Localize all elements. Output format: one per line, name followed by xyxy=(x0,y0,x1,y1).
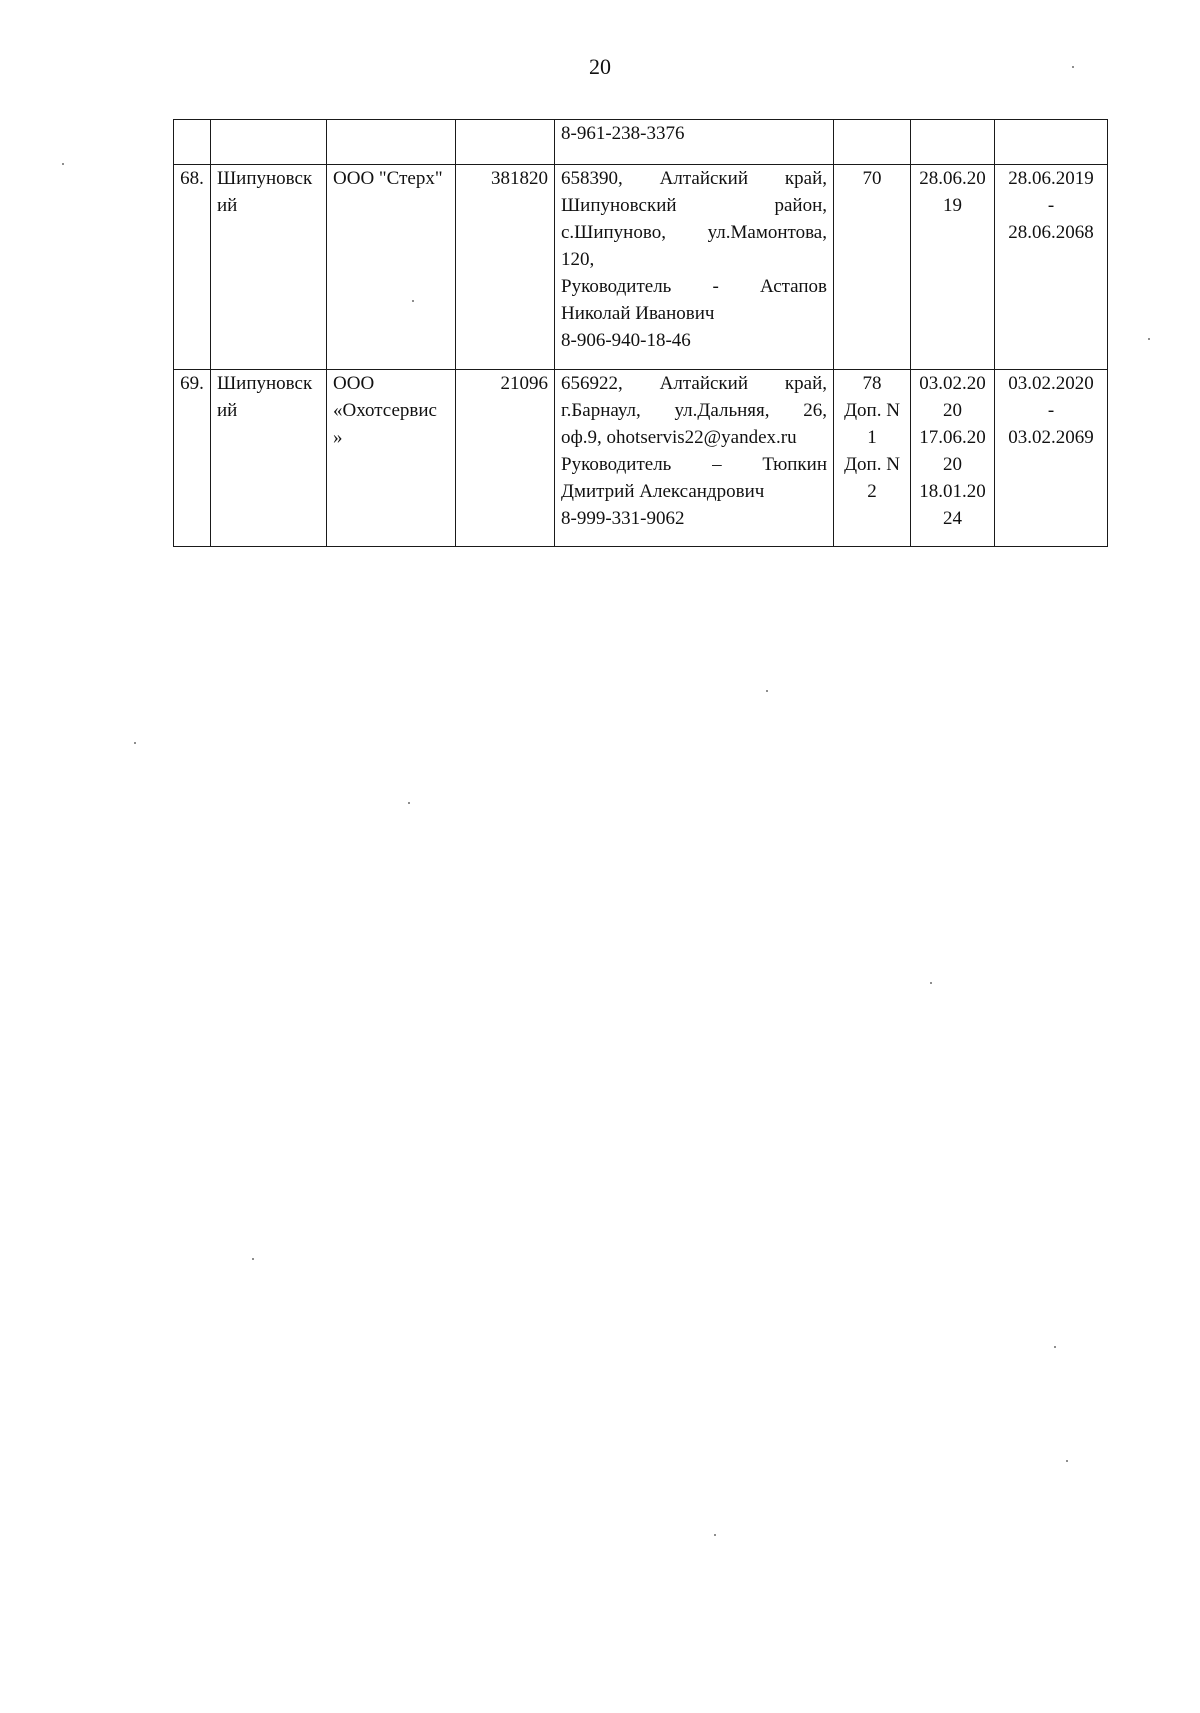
scan-speck xyxy=(766,690,768,692)
address-line: 8-906-940-18-46 xyxy=(561,330,691,351)
term-line: - xyxy=(1047,195,1055,216)
cell-organization xyxy=(327,370,456,547)
cell-agreement-date xyxy=(911,120,995,165)
cell-address xyxy=(555,370,834,547)
area-line: 78 xyxy=(862,373,882,394)
address-line: с.Шипуново, ул.Мамонтова, xyxy=(561,222,827,243)
date-line: 19 xyxy=(943,195,962,216)
date-line: 24 xyxy=(943,508,962,529)
date-line: 03.02.20 xyxy=(919,373,986,394)
address-line: 658390, Алтайский край, xyxy=(561,168,827,189)
area-line: 70 xyxy=(862,168,882,189)
address-line: Руководитель – Тюпкин xyxy=(561,454,827,475)
scan-speck xyxy=(1066,1460,1068,1462)
address-line: Шипуновский район, xyxy=(561,195,827,216)
address-line: 8-961-238-3376 xyxy=(561,123,685,144)
cell-agreement-date xyxy=(911,165,995,370)
term-line: 28.06.2068 xyxy=(1008,222,1094,243)
scan-speck xyxy=(412,300,414,302)
date-line: 28.06.20 xyxy=(919,168,986,189)
date-line: 17.06.20 xyxy=(919,427,986,448)
scan-speck xyxy=(1148,338,1150,340)
organization-line: ООО "Стерх" xyxy=(333,168,443,189)
cell-district xyxy=(211,370,327,547)
term-line: 28.06.2019 xyxy=(1008,168,1094,189)
district-line: ий xyxy=(217,400,238,421)
cell-organization xyxy=(327,120,456,165)
table-row xyxy=(174,165,1108,370)
address-line: 656922, Алтайский край, xyxy=(561,373,827,394)
cell-ogrn: 21096 xyxy=(456,370,555,547)
cell-num xyxy=(174,120,211,165)
term-line: 03.02.2020 xyxy=(1008,373,1094,394)
cell-agreement-date xyxy=(911,370,995,547)
scan-speck xyxy=(1054,1346,1056,1348)
date-line: 18.01.20 xyxy=(919,481,986,502)
term-line: - xyxy=(1047,400,1055,421)
table-row-continuation xyxy=(174,120,1108,165)
address-line: 120, xyxy=(561,249,595,270)
cell-district xyxy=(211,120,327,165)
area-line: 1 xyxy=(867,427,877,448)
term-line: 03.02.2069 xyxy=(1008,427,1094,448)
cell-area xyxy=(834,370,911,547)
cell-num: 69. xyxy=(174,370,211,547)
hunting-grounds-table xyxy=(173,119,1108,547)
cell-district xyxy=(211,165,327,370)
address-line: Николай Иванович xyxy=(561,303,715,324)
cell-ogrn: 381820 xyxy=(456,165,555,370)
district-line: Шипуновск xyxy=(217,373,313,394)
cell-organization xyxy=(327,165,456,370)
organization-line: » xyxy=(333,427,343,448)
scan-speck xyxy=(1072,66,1074,68)
scan-speck xyxy=(252,1258,254,1260)
cell-address xyxy=(555,120,834,165)
address-line: Руководитель - Астапов xyxy=(561,276,827,297)
address-line: оф.9, ohotservis22@yandex.ru xyxy=(561,427,797,448)
address-line: Дмитрий Александрович xyxy=(561,481,765,502)
cell-area xyxy=(834,165,911,370)
scan-speck xyxy=(134,742,136,744)
table-row xyxy=(174,370,1108,547)
page-number: 20 xyxy=(589,54,611,79)
cell-ogrn xyxy=(456,120,555,165)
area-line: 2 xyxy=(867,481,877,502)
date-line: 20 xyxy=(943,454,962,475)
district-line: ий xyxy=(217,195,238,216)
scan-speck xyxy=(408,802,410,804)
cell-address xyxy=(555,165,834,370)
organization-line: «Охотсервис xyxy=(333,400,437,421)
date-line: 20 xyxy=(943,400,962,421)
organization-line: ООО xyxy=(333,373,375,394)
address-line: 8-999-331-9062 xyxy=(561,508,685,529)
area-line: Доп. N xyxy=(844,454,900,475)
scan-speck xyxy=(930,982,932,984)
area-line: Доп. N xyxy=(844,400,900,421)
cell-term xyxy=(995,165,1108,370)
district-line: Шипуновск xyxy=(217,168,313,189)
cell-term xyxy=(995,370,1108,547)
address-line: г.Барнаул, ул.Дальняя, 26, xyxy=(561,400,827,421)
cell-area xyxy=(834,120,911,165)
scan-speck xyxy=(62,163,64,165)
cell-term xyxy=(995,120,1108,165)
cell-num: 68. xyxy=(174,165,211,370)
scan-speck xyxy=(714,1534,716,1536)
